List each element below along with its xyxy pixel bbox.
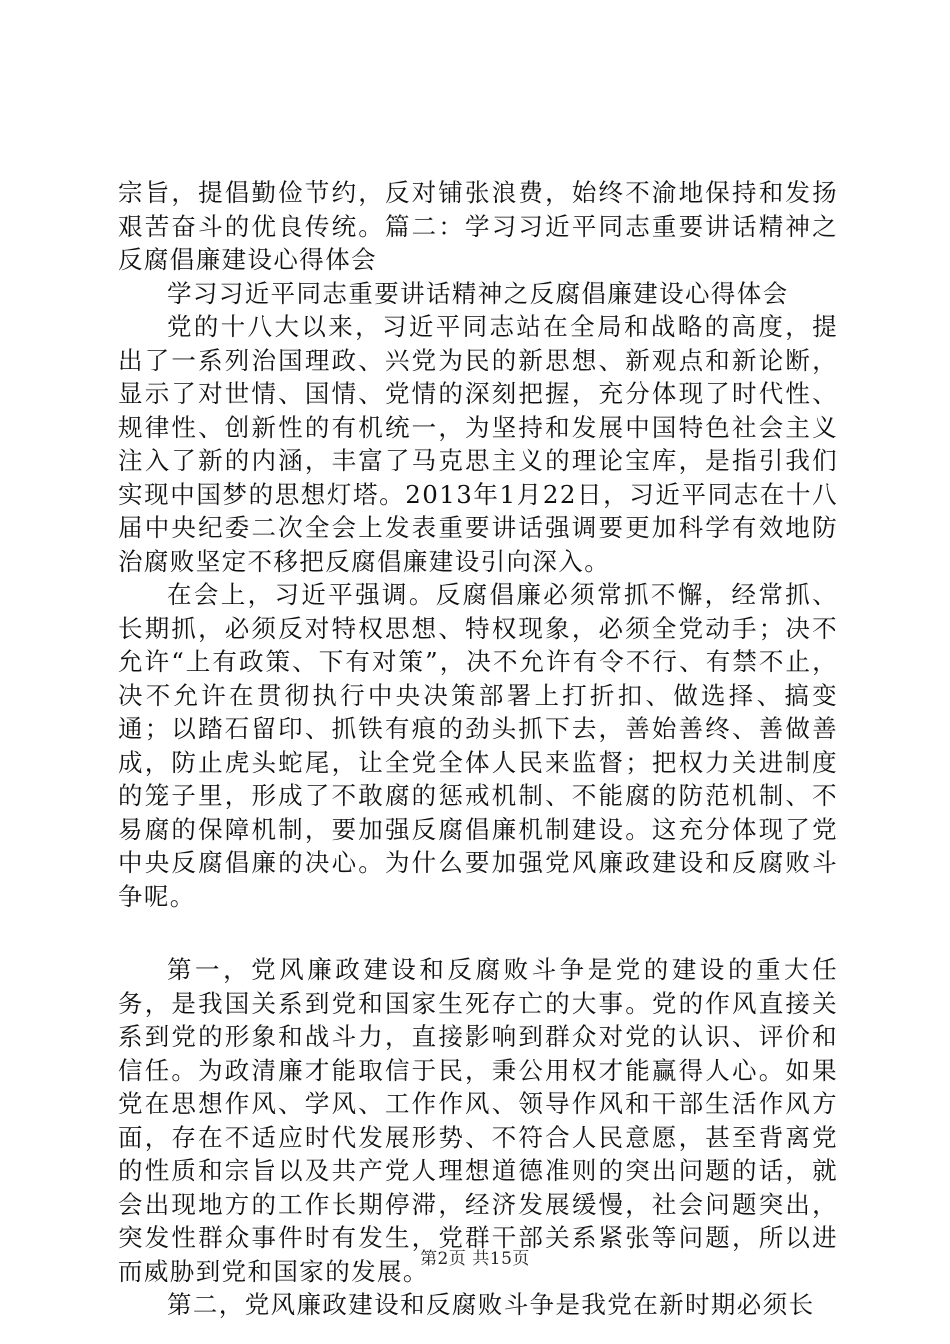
section-title: 学习习近平同志重要讲话精神之反腐倡廉建设心得体会 (167, 278, 789, 308)
paragraph-continuation: 宗旨，提倡勤俭节约，反对铺张浪费，始终不渝地保持和发扬艰苦奋斗的优良传统。篇二：学习习近平同志重要讲话精神之反腐倡廉建设心得体会 (118, 178, 838, 274)
paragraph-first-point: 第一，党风廉政建设和反腐败斗争是党的建设的重大任务，是我国关系到党和国家生死存亡的大事。党的作风直接关系到党的形象和战斗力，直接影响到群众对党的认识、评价和信任。为政清廉才能取信于民，秉公用权才能赢得人心。如果党在思想作风、学风、工作作风、领导作风和干部生活作风方面，存在不适应时代发展形势、不符合人民意愿，甚至背离党的性质和宗旨以及共产党人理想道德准则的突出问题的话，就会出现地方的工作长期停滞，经济发展缓慢，社会问题突出，突发性群众事件时有发生，党群干部关系紧张等问题，所以进而威胁到党和国家的发展。 (118, 955, 838, 1286)
paragraph-meeting: 在会上，习近平强调。反腐倡廉必须常抓不懈，经常抓、长期抓，必须反对特权思想、特权现象，必须全党动手；决不允许“上有政策、下有对策”，决不允许有令不行、有禁不止，决不允许在贯彻执行中央决策部署上打折扣、做选择、搞变通；以踏石留印、抓铁有痕的劲头抓下去，善始善终、善做善成，防止虎头蛇尾，让全党全体人民来监督；把权力关进制度的笼子里，形成了不敢腐的惩戒机制、不能腐的防范机制、不易腐的保障机制，要加强反腐倡廉机制建设。这充分体现了党中央反腐倡廉的决心。为什么要加强党风廉政建设和反腐败斗争呢。 (118, 580, 838, 911)
paragraph-spacer (118, 913, 838, 953)
paragraph-intro: 党的十八大以来，习近平同志站在全局和战略的高度，提出了一系列治国理政、兴党为民的新思想、新观点和新论断，显示了对世情、国情、党情的深刻把握，充分体现了时代性、规律性、创新性的有机统一，为坚持和发展中国特色社会主义注入了新的内涵，丰富了马克思主义的理论宝库，是指引我们实现中国梦的思想灯塔。2013年1月22日，习近平同志在十八届中央纪委二次全会上发表重要讲话强调要更加科学有效地防治腐败坚定不移把反腐倡廉建设引向深入。 (118, 312, 838, 576)
page-number-footer: 第2页 共15页 (420, 1249, 530, 1269)
document-body (118, 176, 838, 1322)
paragraph-second-point: 第二，党风廉政建设和反腐败斗争是我党在新时期必须长 (167, 1290, 815, 1319)
